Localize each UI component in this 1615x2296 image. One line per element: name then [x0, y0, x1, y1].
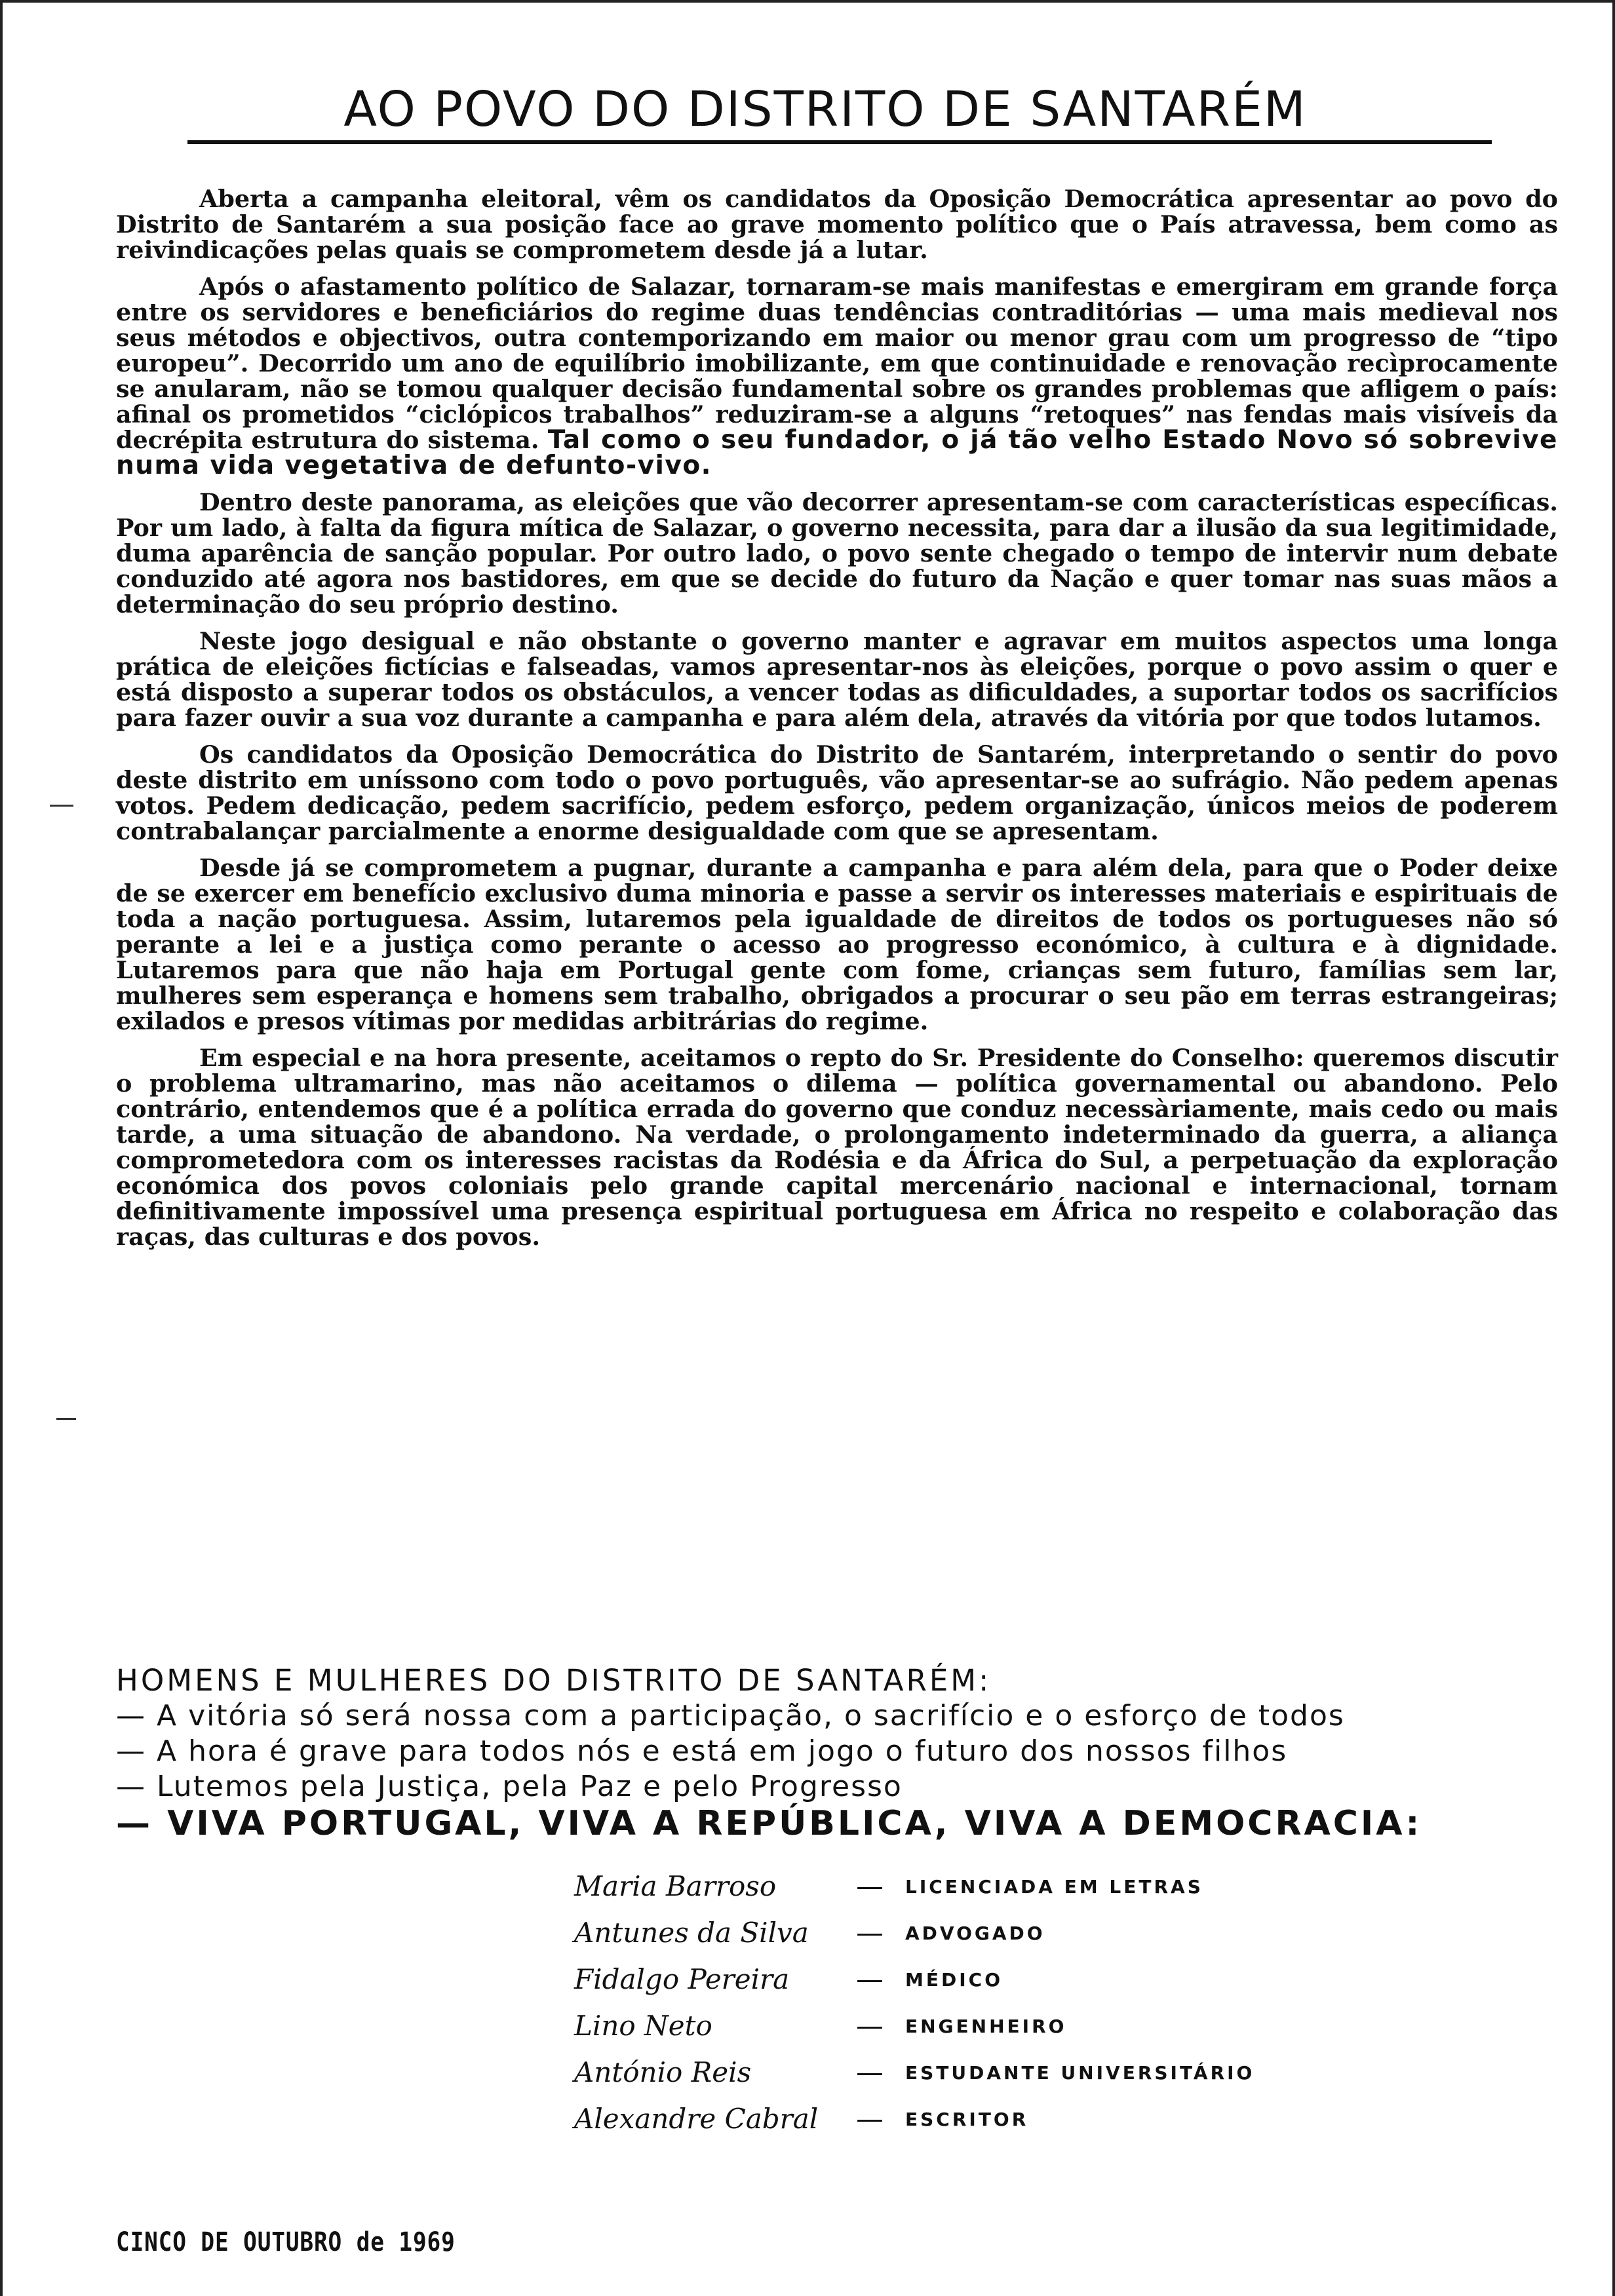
document-date: CINCO DE OUTUBRO de 1969: [116, 2227, 456, 2257]
paragraph-text: Dentro deste panorama, as eleições que vão decorrer apresentam-se com características específicas. Por um lado, à falta da figura mítica de Salazar, o governo necessita, para dar a ilusão da sua legitimidade, duma aparência de sanção popular. Por outro lado, o povo sente chegado o tempo de intervir num debate conduzido até agora nos bastidores, em que se decide do futuro da Nação e quer tomar nas suas mãos a determinação do seu próprio destino.: [116, 488, 1558, 619]
signatory-profession: ADVOGADO: [905, 1923, 1045, 1944]
signatories-list: [574, 1867, 1426, 2146]
signatory-row: [574, 2006, 1426, 2053]
signatory-name: Maria Barroso: [574, 1870, 777, 1902]
signatory-profession: ESCRITOR: [905, 2109, 1029, 2130]
signatory-name: António Reis: [574, 2056, 752, 2088]
paragraph-text: Em especial e na hora presente, aceitamos o repto do Sr. Presidente do Conselho: queremos discutir o problema ultramarino, mas não aceitamos o dilema — política governamental ou abandono. Pelo contrário, entendemos que é a política errada do governo que conduz necessàriamente, mais cedo ou mais tarde, a uma situação de abandono. Na verdade, o prolongamento indeterminado da guerra, a aliança comprometedora com os interesses racistas da Rodésia e da África do Sul, a perpetuação da exploração económica dos povos coloniais pelo grande capital mercenário nacional e internacional, tornam definitivamente impossível uma presença espiritual portuguesa em África no respeito e colaboração das raças, das culturas e dos povos.: [116, 1044, 1558, 1251]
paragraph: [116, 274, 1558, 478]
signatory-name: Fidalgo Pereira: [574, 1963, 790, 1995]
signatory-dash: —: [856, 2056, 884, 2088]
signatory-row: [574, 2053, 1426, 2099]
signatory-name: Alexandre Cabral: [574, 2103, 819, 2135]
paragraph-text: Os candidatos da Oposição Democrática do Distrito de Santarém, interpretando o sentir do povo deste distrito em uníssono com todo o povo português, vão apresentar-se ao sufrágio. Não pedem apenas votos. Pedem dedicação, pedem sacrifício, pedem esforço, pedem organização, únicos meios de poderem contrabalançar parcialmente a enorme desigualdade com que se apresentam.: [116, 740, 1558, 845]
slogans-block: [116, 1663, 1584, 1841]
signatory-profession: MÉDICO: [905, 1969, 1003, 1991]
signatory-dash: —: [856, 2010, 884, 2042]
paragraph-text: Aberta a campanha eleitoral, vêm os candidatos da Oposição Democrática apresentar ao povo do Distrito de Santarém a sua posição face ao grave momento político que o País atravessa, bem como as reivindicações pelas quais se comprometem desde já a lutar.: [116, 185, 1558, 264]
document-title: AO POVO DO DISTRITO DE SANTARÉM: [343, 81, 1307, 138]
paragraph-text: Desde já se comprometem a pugnar, durante a campanha e para além dela, para que o Poder deixe de se exercer em benefício exclusivo duma minoria e passe a servir os interesses materiais e espirituais de toda a nação portuguesa. Assim, lutaremos pela igualdade de direitos de todos os portugueses não só perante a lei e a justiça como perante o acesso ao progresso económico, à cultura e à dignidade. Lutaremos para que não haja em Portugal gente com fome, crianças sem futuro, famílias sem lar, mulheres sem esperança e homens sem trabalho, obrigados a procurar o seu pão em terras estrangeiras; exilados e presos vítimas por medidas arbitrárias do regime.: [116, 854, 1558, 1035]
slogan-line: — Lutemos pela Justiça, pela Paz e pelo Progresso: [116, 1770, 903, 1803]
slogans-heading: HOMENS E MULHERES DO DISTRITO DE SANTARÉM:: [116, 1663, 992, 1698]
slogan-final: — VIVA PORTUGAL, VIVA A REPÚBLICA, VIVA A DEMOCRACIA:: [116, 1804, 1422, 1843]
signatory-row: [574, 1960, 1426, 2006]
margin-pen-mark: [50, 805, 73, 807]
signatory-dash: —: [856, 1917, 884, 1949]
paragraph: [116, 742, 1558, 844]
title-underline: [187, 140, 1492, 144]
paragraph: [116, 855, 1558, 1034]
signatory-profession: LICENCIADA EM LETRAS: [905, 1876, 1203, 1898]
emphasized-sentence: Tal como o seu fundador, o já tão velho Estado Novo só sobrevive numa vida vegetativa de defunto-vivo.: [116, 425, 1558, 480]
margin-pen-mark: [56, 1418, 76, 1420]
slogan-line: — A hora é grave para todos nós e está em jogo o futuro dos nossos filhos: [116, 1734, 1288, 1768]
paragraph: [116, 628, 1558, 731]
signatory-profession: ESTUDANTE UNIVERSITÁRIO: [905, 2062, 1255, 2084]
signatory-dash: —: [856, 1870, 884, 1902]
signatory-row: [574, 1913, 1426, 1960]
signatory-name: Lino Neto: [574, 2010, 712, 2042]
paragraph: [116, 489, 1558, 617]
signatory-dash: —: [856, 2103, 884, 2135]
slogan-line: — A vitória só será nossa com a participação, o sacrifício e o esforço de todos: [116, 1699, 1345, 1732]
signatory-name: Antunes da Silva: [574, 1917, 809, 1949]
paragraph-text: Após o afastamento político de Salazar, tornaram-se mais manifestas e emergiram em grande força entre os servidores e beneficiários do regime duas tendências contraditórias — uma mais medieval nos seus métodos e objectivos, outra contemporizando em maior ou menor grau com um progresso de “tipo europeu”. Decorrido um ano de equilíbrio imobilizante, em que continuidade e renovação recìprocamente se anularam, não se tomou qualquer decisão fundamental sobre os grandes problemas que afligem o país: afinal os prometidos “ciclópicos trabalhos” reduziram-se a alguns “retoques” nas fendas mais visíveis da decrépita estrutura do sistema.: [116, 273, 1558, 454]
signatory-profession: ENGENHEIRO: [905, 2016, 1067, 2037]
paragraph: [116, 186, 1558, 263]
signatory-row: [574, 1867, 1426, 1913]
paragraph-text: Neste jogo desigual e não obstante o governo manter e agravar em muitos aspectos uma longa prática de eleições fictícias e falseadas, vamos apresentar-nos às eleições, porque o povo assim o quer e está disposto a superar todos os obstáculos, a vencer todas as dificuldades, a suportar todos os sacrifícios para fazer ouvir a sua voz durante a campanha e para além dela, através da vitória por que todos lutamos.: [116, 627, 1558, 732]
signatory-dash: —: [856, 1963, 884, 1995]
manifesto-body: [116, 186, 1558, 1261]
signatory-row: [574, 2099, 1426, 2146]
paragraph: [116, 1045, 1558, 1250]
